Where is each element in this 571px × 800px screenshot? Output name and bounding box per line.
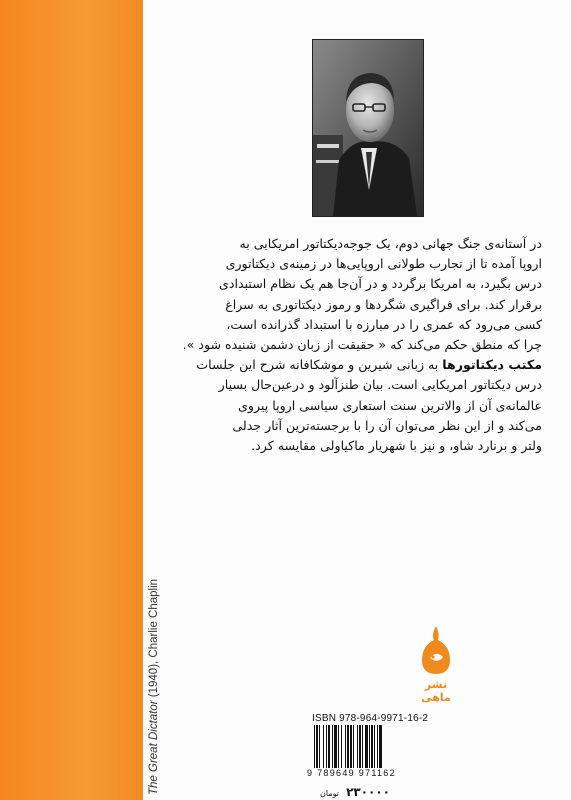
barcode-bar bbox=[353, 725, 354, 768]
barcode-bar bbox=[345, 725, 346, 768]
barcode-bar bbox=[350, 725, 352, 768]
author-photo bbox=[312, 39, 424, 217]
fish-icon bbox=[416, 624, 456, 678]
isbn-label: ISBN 978-964-9971-16-2 bbox=[312, 713, 429, 724]
barcode-bar bbox=[357, 725, 358, 768]
blurb-line: برقرار کند. برای فراگیری شگردها و رموز دیکتاتوری به سراغ bbox=[225, 296, 542, 312]
publisher-name: نشر ماهی bbox=[421, 678, 451, 704]
price bbox=[320, 781, 390, 800]
blurb-text bbox=[182, 234, 542, 456]
barcode-bar bbox=[314, 725, 315, 768]
film-title: The Great Dictator bbox=[148, 700, 160, 795]
price-currency: تومان bbox=[320, 789, 339, 798]
barcode-bar bbox=[316, 725, 318, 768]
blurb-line-rest: به زبانی شیرین و موشکافانه شرح این جلسات bbox=[196, 357, 443, 373]
barcode-bar bbox=[332, 725, 333, 768]
book-title-phrase: مکتب دیکتاتورها bbox=[442, 357, 542, 373]
barcode-bar bbox=[334, 725, 337, 768]
barcode-icon bbox=[312, 725, 420, 768]
blurb-line: می‌کند و از این نظر می‌توان آن را با برجسته‌ترین آثار جدلی bbox=[232, 417, 542, 433]
blurb-line: ولتر و برنارد شاو، و نیز با شهریار ماکیاولی مقایسه کرد. bbox=[251, 438, 542, 454]
barcode-bar bbox=[341, 725, 342, 768]
blurb-line: چرا که منطق حکم می‌کند که « حقیقت از زبان دشمن شنیده شود ». bbox=[182, 337, 542, 353]
barcode-bar bbox=[319, 725, 320, 768]
barcode-bar bbox=[377, 725, 378, 768]
barcode-bar bbox=[379, 725, 382, 768]
publisher-logo bbox=[416, 624, 456, 704]
film-credit bbox=[148, 579, 160, 795]
barcode-digits: 9 789649 971162 bbox=[307, 768, 396, 778]
barcode-bar bbox=[371, 725, 373, 768]
barcode-bar bbox=[374, 725, 375, 768]
portrait-illustration bbox=[313, 40, 423, 216]
barcode-bar bbox=[338, 725, 339, 768]
blurb-line bbox=[186, 355, 542, 375]
barcode-bar bbox=[328, 725, 330, 768]
barcode-bar bbox=[365, 725, 368, 768]
barcode-bar bbox=[326, 725, 327, 768]
blurb-line: درس بگیرد، به امریکا برگردد و در آن‌جا هم یک نظام استبدادی bbox=[219, 276, 542, 292]
film-credit-rest: (1940), Charlie Chaplin bbox=[148, 578, 160, 701]
barcode-bar bbox=[359, 725, 361, 768]
blurb-line: اروپا آمده تا از تجارب طولانی اروپایی‌ها در زمینه‌ی دیکتاتوری bbox=[225, 256, 542, 272]
price-value: ۲۳۰۰۰۰ bbox=[346, 785, 391, 799]
orange-side-band bbox=[0, 0, 143, 800]
barcode-bar bbox=[323, 725, 324, 768]
blurb-line: عالمانه‌ی آن از والاترین سنت استعاری سیاسی اروپا پیروی bbox=[238, 397, 542, 413]
blurb-line: در آستانه‌ی جنگ جهانی دوم، یک جوجه‌دیکتاتور امریکایی به bbox=[239, 236, 542, 251]
blurb-line: کسی می‌رود که عمری را در مبارزه با استبداد گذرانده است، bbox=[226, 316, 542, 332]
barcode-bar bbox=[362, 725, 363, 768]
barcode-bar bbox=[369, 725, 370, 768]
barcode-bar bbox=[347, 725, 349, 768]
blurb-line: درس دیکتاتور امریکایی است. بیان طنزآلود و درعین‌حال بسیار bbox=[218, 377, 542, 393]
